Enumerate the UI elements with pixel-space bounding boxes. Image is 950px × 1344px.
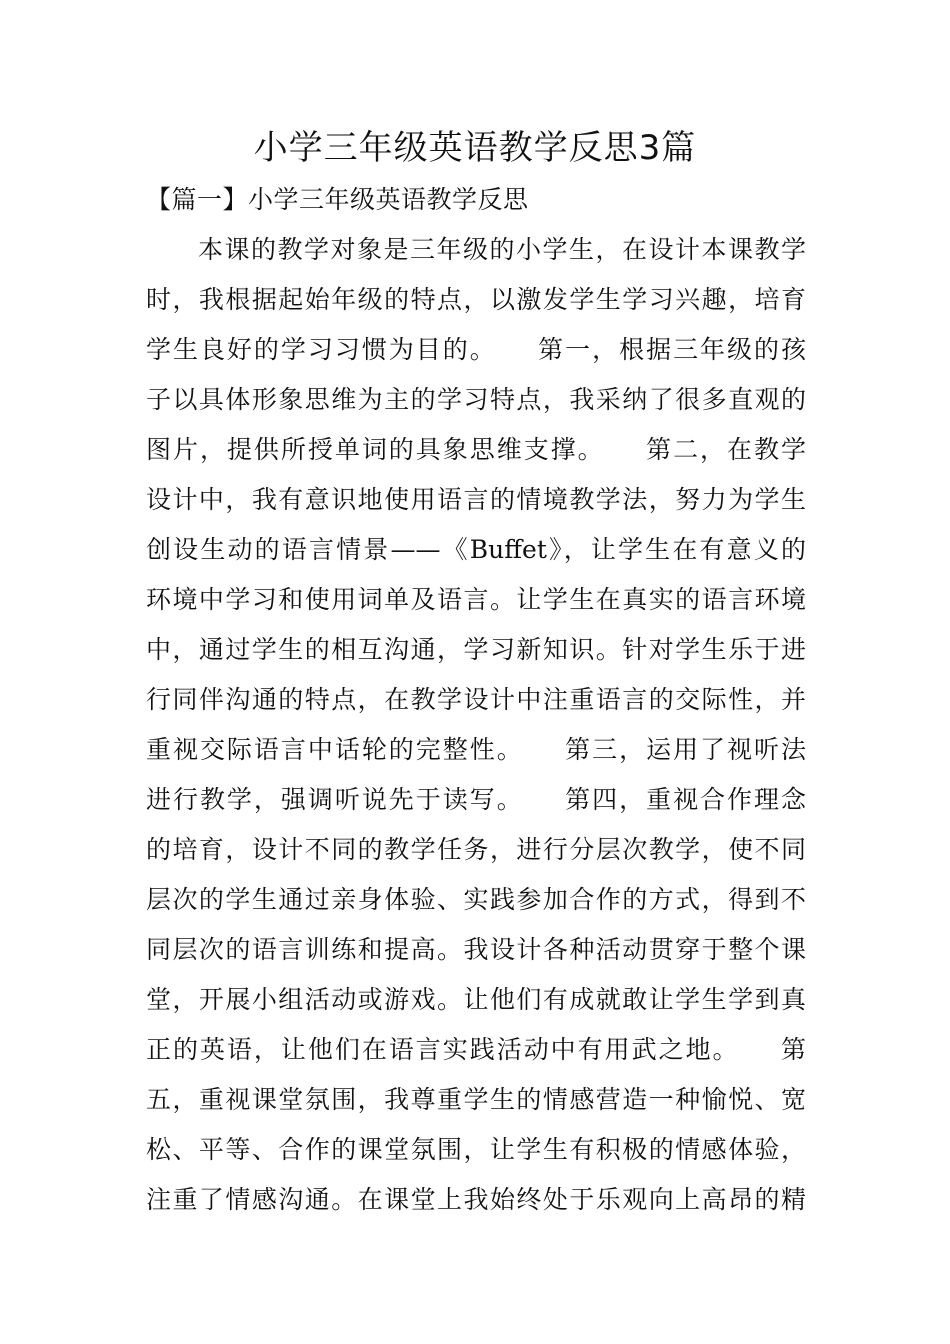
paragraph-line: 五，重视课堂氛围，我尊重学生的情感营造一种愉悦、宽 [146,1085,806,1114]
paragraph-line: 图片，提供所授单词的具象思维支撑。 第二，在教学 [146,435,806,464]
paragraph-line: 层次的学生通过亲身体验、实践参加合作的方式，得到不 [146,885,806,914]
paragraph-line: 学生良好的学习习惯为目的。 第一，根据三年级的孩 [146,335,806,364]
paragraph-line: 本课的教学对象是三年级的小学生，在设计本课教学 [198,235,806,264]
paragraph-line: 进行教学，强调听说先于读写。 第四，重视合作理念 [146,785,806,814]
document-title: 小学三年级英语教学反思3篇 [253,128,697,168]
paragraph-line: 创设生动的语言情景——《Buffet》，让学生在有意义的 [146,535,806,564]
body-paragraph [146,232,806,1232]
paragraph-line: 同层次的语言训练和提高。我设计各种活动贯穿于整个课 [146,935,806,964]
paragraph-line: 重视交际语言中话轮的完整性。 第三，运用了视听法 [146,735,806,764]
section-heading: 【篇一】小学三年级英语教学反思 [146,185,529,214]
paragraph-line: 的培育，设计不同的教学任务，进行分层次教学，使不同 [146,835,806,864]
paragraph-line: 环境中学习和使用词单及语言。让学生在真实的语言环境 [146,585,806,614]
paragraph-line: 正的英语，让他们在语言实践活动中有用武之地。 第 [146,1035,806,1064]
paragraph-line: 注重了情感沟通。在课堂上我始终处于乐观向上高昂的精 [146,1185,806,1214]
paragraph-line: 设计中，我有意识地使用语言的情境教学法，努力为学生 [146,485,806,514]
paragraph-line: 松、平等、合作的课堂氛围，让学生有积极的情感体验， [146,1135,806,1164]
paragraph-line: 行同伴沟通的特点，在教学设计中注重语言的交际性，并 [146,685,806,714]
paragraph-line: 中，通过学生的相互沟通，学习新知识。针对学生乐于进 [146,635,806,664]
paragraph-line: 时，我根据起始年级的特点，以激发学生学习兴趣，培育 [146,285,806,314]
paragraph-line: 子以具体形象思维为主的学习特点，我采纳了很多直观的 [146,385,806,414]
paragraph-line: 堂，开展小组活动或游戏。让他们有成就敢让学生学到真 [146,985,806,1014]
